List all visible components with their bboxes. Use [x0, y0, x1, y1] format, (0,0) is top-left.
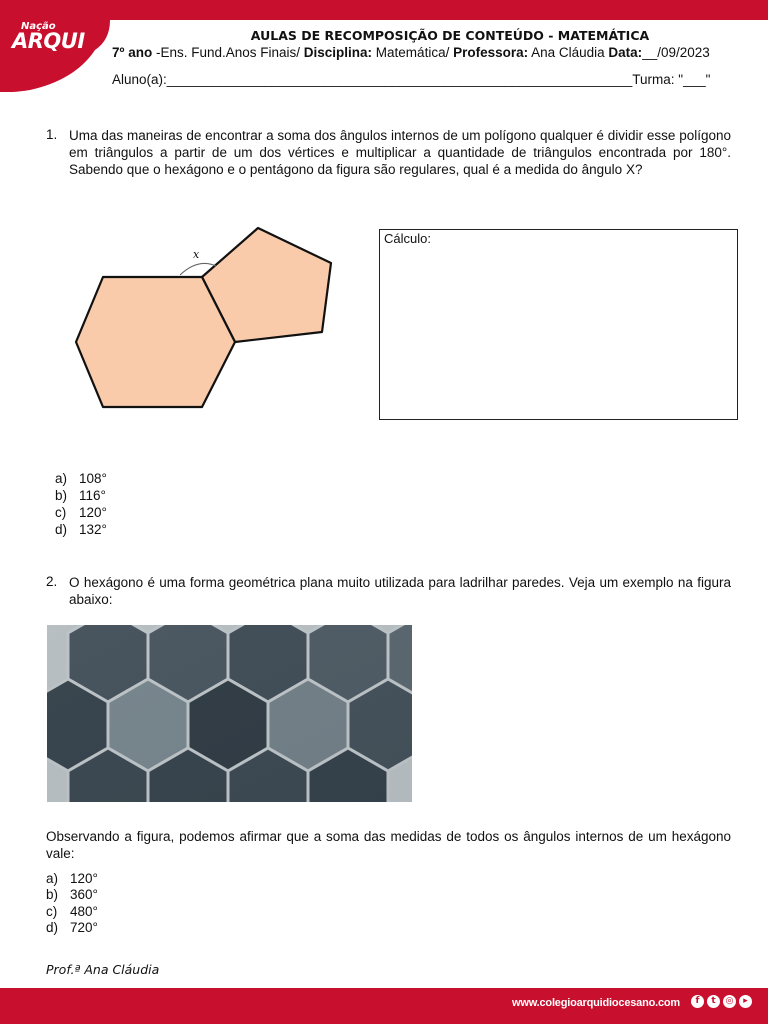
- instagram-icon[interactable]: ◎: [723, 995, 736, 1008]
- youtube-icon[interactable]: ▸: [739, 995, 752, 1008]
- school-logo: ARQUI: [12, 29, 85, 53]
- student-name-field[interactable]: Aluno(a):______________________________________________________________: [112, 72, 633, 87]
- hexagon-pentagon-figure: [70, 220, 340, 415]
- class-field[interactable]: Turma: "___": [632, 72, 711, 87]
- question-1-number: 1.: [46, 127, 58, 142]
- discipline: Matemática/: [372, 45, 454, 60]
- segment: -Ens. Fund.Anos Finais/: [152, 45, 304, 60]
- question-2-number: 2.: [46, 574, 58, 589]
- grade: 7º ano: [112, 45, 153, 60]
- question-2-followup: Observando a figura, podemos afirmar que a soma das medidas de todos os ângulos internos de um hexágono vale:: [46, 829, 731, 861]
- facebook-icon[interactable]: f: [691, 995, 704, 1008]
- q2-option-a[interactable]: a) 120°: [46, 871, 98, 886]
- hexagon-tiles-photo: [47, 625, 412, 802]
- question-1-text: Uma das maneiras de encontrar a soma dos ângulos internos de um polígono qualquer é dividir esse polígono em triângulos a partir de um dos vértices e multiplicar a quantidade de triângulos encontrada por 180°. Sabendo que o hexágono e o pentágono da figura são regulares, qual é a medida do ângulo X?: [69, 128, 731, 177]
- q2-option-b[interactable]: b) 360°: [46, 887, 98, 902]
- student-line: [112, 72, 710, 87]
- calculation-box[interactable]: [379, 229, 738, 420]
- discipline-label: Disciplina:: [303, 45, 373, 60]
- twitter-icon[interactable]: t: [707, 995, 720, 1008]
- teacher-signature: Prof.ª Ana Cláudia: [46, 962, 160, 977]
- calculation-label: Cálculo:: [384, 231, 431, 246]
- q2-option-d[interactable]: d) 720°: [46, 920, 98, 935]
- date-label: Data:: [608, 45, 643, 60]
- q1-option-b[interactable]: b) 116°: [55, 488, 106, 503]
- teacher-label: Professora:: [453, 45, 529, 60]
- hexagon-shape: [76, 277, 235, 407]
- teacher: Ana Cláudia: [528, 45, 609, 60]
- q1-option-c[interactable]: c) 120°: [55, 505, 107, 520]
- q1-option-a[interactable]: a) 108°: [55, 471, 107, 486]
- school-website-link[interactable]: www.colegioarquidiocesano.com: [512, 997, 680, 1009]
- question-2-text: O hexágono é uma forma geométrica plana muito utilizada para ladrilhar paredes. Veja um exemplo na figura abaixo:: [69, 575, 731, 607]
- q1-option-d[interactable]: d) 132°: [55, 522, 107, 537]
- date-field[interactable]: __/09/2023: [642, 45, 710, 60]
- class-info-line: [112, 45, 710, 60]
- logo-tagline: Nação: [21, 21, 56, 32]
- q2-option-c[interactable]: c) 480°: [46, 904, 98, 919]
- page-title: AULAS DE RECOMPOSIÇÃO DE CONTEÚDO - MATEMÁTICA: [250, 28, 650, 43]
- angle-x-label: x: [193, 248, 200, 261]
